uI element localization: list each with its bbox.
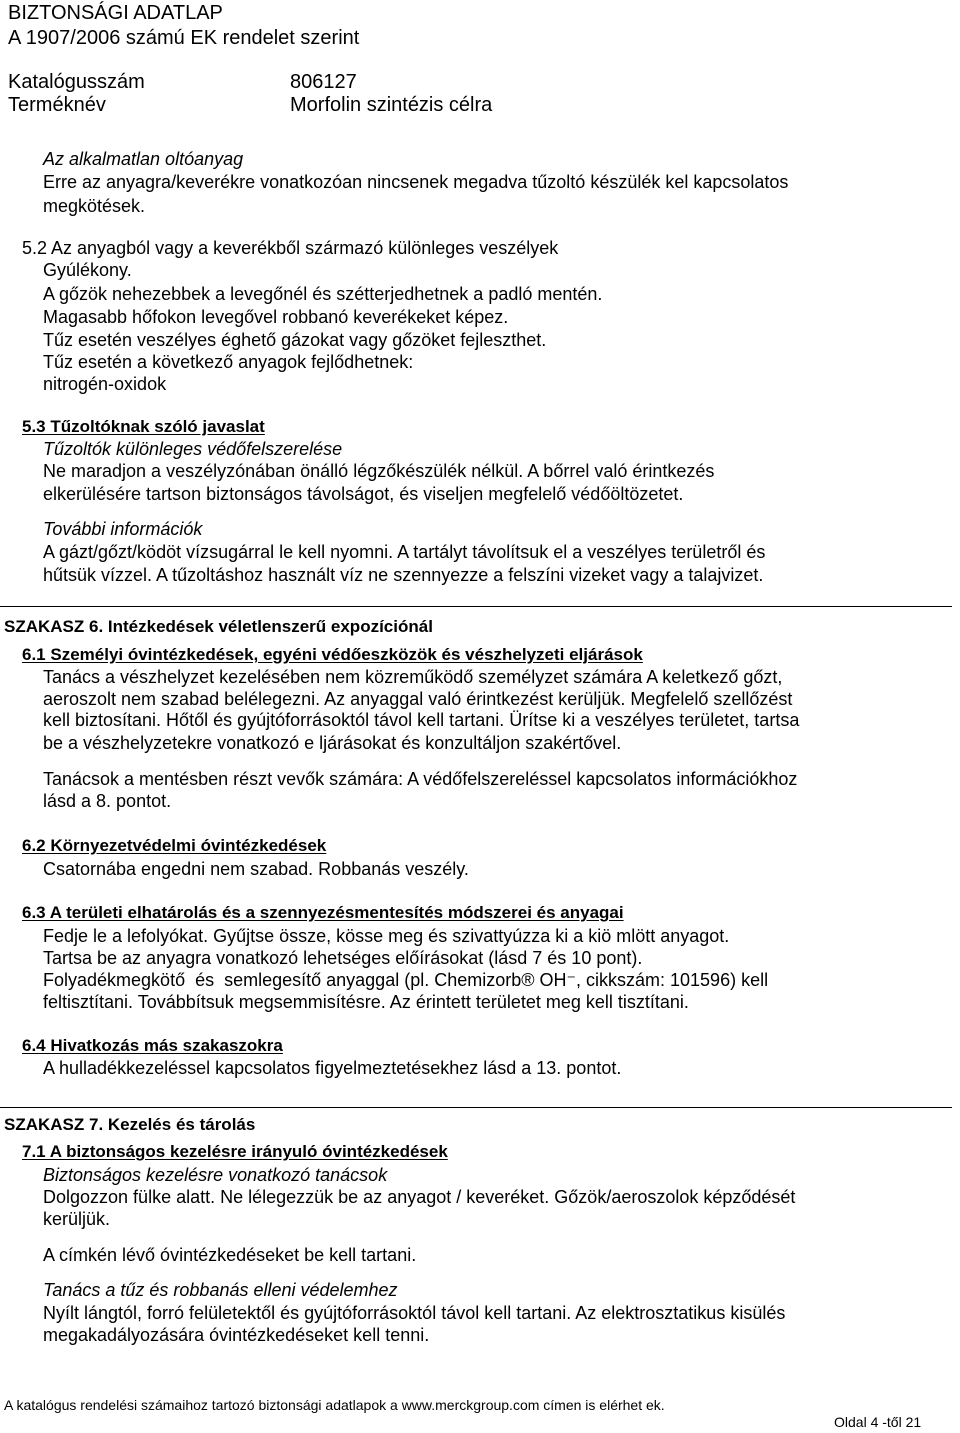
section-divider bbox=[0, 1107, 952, 1108]
page-number: Oldal 4 -től 21 bbox=[834, 1414, 922, 1430]
text-line: megkötések. bbox=[43, 196, 146, 216]
section-divider bbox=[0, 606, 952, 607]
subsection-7-1-heading: 7.1 A biztonságos kezelésre irányuló óvintézkedések bbox=[22, 1142, 448, 1161]
text-line: Tartsa be az anyagra vonatkozó lehetséges előírásokat (lásd 7 és 10 pont). bbox=[43, 948, 643, 968]
text-line: Ne maradjon a veszélyzónában önálló légzőkészülék nélkül. A bőrrel való érintkezés bbox=[43, 461, 715, 481]
text-line: kerüljük. bbox=[43, 1209, 111, 1229]
catalog-number-label: Katalógusszám bbox=[8, 71, 145, 93]
subsection-6-4-heading: 6.4 Hivatkozás más szakaszokra bbox=[22, 1036, 283, 1055]
text-line: be a vészhelyzetekre vonatkozó e ljárásokat és konzultáljon szakértővel. bbox=[43, 733, 622, 753]
text-line: A címkén lévő óvintézkedéseket be kell tartani. bbox=[43, 1245, 417, 1265]
section-6-title: SZAKASZ 6. Intézkedések véletlenszerű expozíciónál bbox=[4, 617, 433, 636]
product-name-label: Terméknév bbox=[8, 94, 106, 116]
subsection-6-1-heading: 6.1 Személyi óvintézkedések, egyéni védőeszközök és vészhelyzeti eljárások bbox=[22, 645, 643, 664]
document-title: BIZTONSÁGI ADATLAP bbox=[8, 2, 223, 24]
text-line: Erre az anyagra/keverékre vonatkozóan nincsenek megadva tűzoltó készülék kel kapcsolatos bbox=[43, 172, 789, 192]
text-line: feltisztítani. Továbbítsuk megsemmisítésre. Az érintett területet meg kell tisztítani. bbox=[43, 992, 689, 1012]
text-line: Nyílt lángtól, forró felületektől és gyújtóforrásoktól távol kell tartani. Az elektrosztatikus kisülés bbox=[43, 1303, 786, 1323]
text-line: nitrogén-oxidok bbox=[43, 374, 167, 394]
text-line: A gázt/gőzt/ködöt vízsugárral le kell nyomni. A tartályt távolítsuk el a veszélyes területről és bbox=[43, 542, 766, 562]
catalog-number-value: 806127 bbox=[290, 71, 357, 93]
safe-handling-advice-heading: Biztonságos kezelésre vonatkozó tanácsok bbox=[43, 1165, 388, 1185]
protective-equipment-heading: Tűzoltók különleges védőfelszerelése bbox=[43, 439, 343, 459]
text-line: Gyúlékony. bbox=[43, 260, 132, 280]
subsection-5-2-heading: 5.2 Az anyagból vagy a keverékből származó különleges veszélyek bbox=[22, 238, 559, 258]
text-line: Tanácsok a mentésben részt vevők számára: A védőfelszereléssel kapcsolatos információkhoz bbox=[43, 769, 798, 789]
unsuitable-media-heading: Az alkalmatlan oltóanyag bbox=[43, 149, 244, 169]
footer-note: A katalógus rendelési számaihoz tartozó biztonsági adatlapok a www.merckgroup.com címen is elérhet ek. bbox=[4, 1397, 665, 1413]
text-line: Tanács a vészhelyzet kezelésében nem közreműködő személyzet számára A keletkező gőzt, bbox=[43, 667, 783, 687]
fire-explosion-advice-heading: Tanács a tűz és robbanás elleni védelemhez bbox=[43, 1280, 398, 1300]
text-line: A hulladékkezeléssel kapcsolatos figyelmeztetésekhez lásd a 13. pontot. bbox=[43, 1058, 622, 1078]
text-line: lásd a 8. pontot. bbox=[43, 791, 172, 811]
regulation-line: A 1907/2006 számú EK rendelet szerint bbox=[8, 27, 360, 49]
text-line: Tűz esetén veszélyes éghető gázokat vagy gőzöket fejleszthet. bbox=[43, 330, 547, 350]
text-line: aeroszolt nem szabad belélegezni. Az anyaggal való érintkezést kerüljük. Megfelelő szellőzést bbox=[43, 689, 793, 709]
text-line: hűtsük vízzel. A tűzoltáshoz használt víz ne szennyezze a felszíni vizeket vagy a talajvizet. bbox=[43, 565, 764, 585]
subsection-6-2-heading: 6.2 Környezetvédelmi óvintézkedések bbox=[22, 836, 327, 855]
text-line: megakadályozására óvintézkedéseket kell tenni. bbox=[43, 1325, 430, 1345]
text-line: A gőzök nehezebbek a levegőnél és szétterjedhetnek a padló mentén. bbox=[43, 284, 603, 304]
text-line: elkerülésére tartson biztonságos távolságot, és viseljen megfelelő védőöltözetet. bbox=[43, 484, 684, 504]
subsection-6-3-heading: 6.3 A területi elhatárolás és a szennyezésmentesítés módszerei és anyagai bbox=[22, 903, 624, 922]
text-line: kell biztosítani. Hőtől és gyújtóforrásoktól távol kell tartani. Ürítse ki a veszélyes területet, tartsa bbox=[43, 710, 800, 730]
product-name-value: Morfolin szintézis célra bbox=[290, 94, 493, 116]
text-line: Tűz esetén a következő anyagok fejlődhetnek: bbox=[43, 352, 414, 372]
text-line: Fedje le a lefolyókat. Gyűjtse össze, kösse meg és szivattyúzza ki a kiö mlött anyagot. bbox=[43, 926, 730, 946]
text-line: Folyadékmegkötő és semlegesítő anyaggal (pl. Chemizorb® OH⁻, cikkszám: 101596) kell bbox=[43, 970, 769, 990]
subsection-5-3-heading: 5.3 Tűzoltóknak szóló javaslat bbox=[22, 417, 265, 436]
text-line: Dolgozzon fülke alatt. Ne lélegezzük be az anyagot / keveréket. Gőzök/aeroszolok képződését bbox=[43, 1187, 796, 1207]
section-7-title: SZAKASZ 7. Kezelés és tárolás bbox=[4, 1115, 256, 1134]
text-line: Csatornába engedni nem szabad. Robbanás veszély. bbox=[43, 859, 469, 879]
text-line: Magasabb hőfokon levegővel robbanó keverékeket képez. bbox=[43, 307, 509, 327]
further-information-heading: További információk bbox=[43, 519, 203, 539]
